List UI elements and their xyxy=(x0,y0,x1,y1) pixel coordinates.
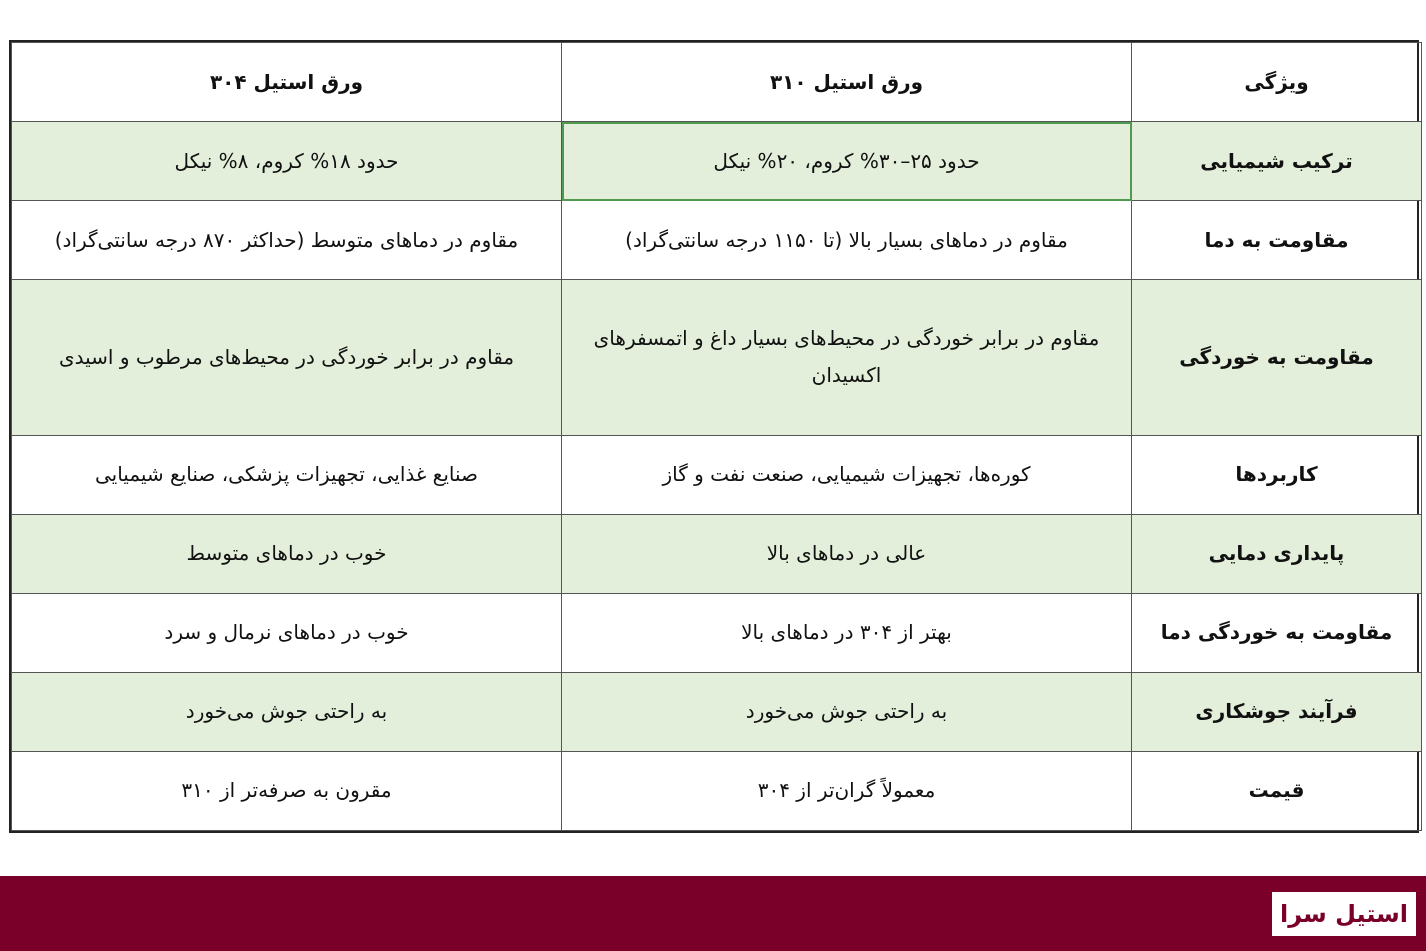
row-feature: مقاومت به خوردگی دما xyxy=(1132,593,1422,672)
cell-steel-304: خوب در دماهای نرمال و سرد xyxy=(12,593,562,672)
table-row xyxy=(12,751,1422,830)
table-header-row xyxy=(12,43,1422,122)
row-feature: فرآیند جوشکاری xyxy=(1132,672,1422,751)
row-feature: مقاومت به دما xyxy=(1132,201,1422,280)
cell-steel-310: عالی در دماهای بالا xyxy=(562,514,1132,593)
row-feature: قیمت xyxy=(1132,751,1422,830)
cell-steel-304: به راحتی جوش می‌خورد xyxy=(12,672,562,751)
cell-steel-310: به راحتی جوش می‌خورد xyxy=(562,672,1132,751)
cell-steel-304: حدود ۱۸% کروم، ۸% نیکل xyxy=(12,122,562,201)
row-feature: مقاومت به خوردگی xyxy=(1132,280,1422,436)
table-row xyxy=(12,593,1422,672)
table-row xyxy=(12,435,1422,514)
cell-steel-310: مقاوم در برابر خوردگی در محیط‌های بسیار داغ و اتمسفرهای اکسیدان xyxy=(562,280,1132,436)
cell-steel-304: مقاوم در دماهای متوسط (حداکثر ۸۷۰ درجه سانتی‌گراد) xyxy=(12,201,562,280)
cell-steel-310: مقاوم در دماهای بسیار بالا (تا ۱۱۵۰ درجه سانتی‌گراد) xyxy=(562,201,1132,280)
header-feature: ویژگی xyxy=(1132,43,1422,122)
table-row xyxy=(12,201,1422,280)
cell-steel-310: کوره‌ها، تجهیزات شیمیایی، صنعت نفت و گاز xyxy=(562,435,1132,514)
header-steel-310: ورق استیل ۳۱۰ xyxy=(562,43,1132,122)
cell-steel-310: معمولاً گران‌تر از ۳۰۴ xyxy=(562,751,1132,830)
comparison-table xyxy=(11,42,1422,831)
table-row xyxy=(12,280,1422,436)
cell-steel-310[interactable]: حدود ۲۵–۳۰% کروم، ۲۰% نیکل xyxy=(562,122,1132,201)
row-feature: کاربردها xyxy=(1132,435,1422,514)
row-feature: ترکیب شیمیایی xyxy=(1132,122,1422,201)
footer-band xyxy=(0,876,1426,951)
comparison-table-frame xyxy=(9,40,1419,833)
cell-steel-304: مقاوم در برابر خوردگی در محیط‌های مرطوب و اسیدی xyxy=(12,280,562,436)
table-row xyxy=(12,514,1422,593)
brand-logo: استیل سرا xyxy=(1272,892,1416,936)
header-steel-304: ورق استیل ۳۰۴ xyxy=(12,43,562,122)
cell-steel-310: بهتر از ۳۰۴ در دماهای بالا xyxy=(562,593,1132,672)
cell-steel-304: مقرون به صرفه‌تر از ۳۱۰ xyxy=(12,751,562,830)
table-row xyxy=(12,672,1422,751)
cell-steel-304: خوب در دماهای متوسط xyxy=(12,514,562,593)
table-row xyxy=(12,122,1422,201)
cell-steel-304: صنایع غذایی، تجهیزات پزشکی، صنایع شیمیایی xyxy=(12,435,562,514)
row-feature: پایداری دمایی xyxy=(1132,514,1422,593)
